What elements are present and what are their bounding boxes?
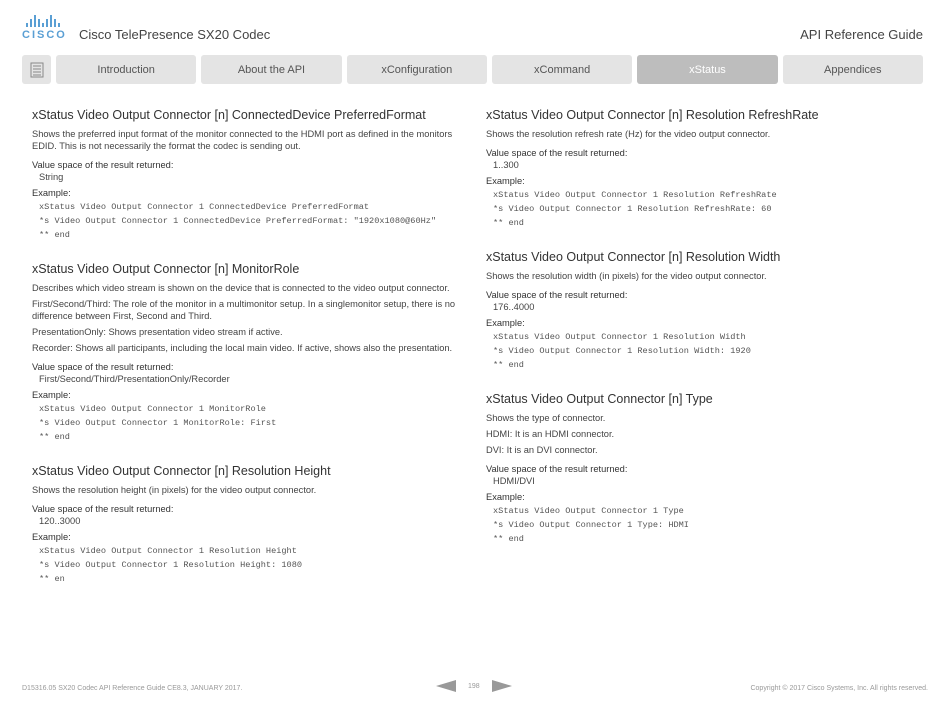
example-label: Example: (32, 188, 71, 198)
section-description: HDMI: It is an HDMI connector. (486, 429, 615, 439)
section-description: Shows the resolution refresh rate (Hz) for the video output connector. (486, 129, 771, 139)
cisco-logo (22, 15, 67, 41)
next-page-icon[interactable] (492, 680, 512, 692)
example-code: xStatus Video Output Connector 1 Resolution Width *s Video Output Connector 1 Resolution Width: 1920 ** end (493, 332, 751, 370)
section-title: xStatus Video Output Connector [n] Resolution RefreshRate (486, 108, 819, 122)
value-space-label: Value space of the result returned: (486, 464, 628, 474)
value-space: 176..4000 (493, 302, 535, 312)
document-list-icon (30, 62, 44, 78)
example-label: Example: (486, 492, 525, 502)
section-monitor-role (32, 262, 457, 444)
section-description: Shows the type of connector. (486, 413, 606, 423)
product-title: Cisco TelePresence SX20 Codec (79, 27, 271, 42)
section-description: Shows the resolution height (in pixels) for the video output connector. (32, 485, 317, 495)
value-space-label: Value space of the result returned: (32, 362, 174, 372)
value-space: String (39, 172, 64, 182)
footer-document-id: D15316.05 SX20 Codec API Reference Guide CE8.3, JANUARY 2017. (22, 685, 243, 692)
tab-about-the-api[interactable]: About the API (201, 55, 341, 84)
example-code: xStatus Video Output Connector 1 ConnectedDevice PreferredFormat *s Video Output Connector 1 ConnectedDevice PreferredFormat: "1920x1080@60Hz" ** end (39, 202, 437, 240)
value-space: 120..3000 (39, 516, 81, 526)
guide-title: API Reference Guide (800, 27, 923, 42)
value-space: First/Second/Third/PresentationOnly/Recorder (39, 374, 230, 384)
example-label: Example: (32, 390, 71, 400)
section-title: xStatus Video Output Connector [n] Resolution Height (32, 464, 331, 478)
example-label: Example: (486, 318, 525, 328)
section-title: xStatus Video Output Connector [n] MonitorRole (32, 262, 300, 276)
section-description: Shows the resolution width (in pixels) for the video output connector. (486, 271, 767, 281)
tab-introduction[interactable]: Introduction (56, 55, 196, 84)
value-space: 1..300 (493, 160, 519, 170)
section-description: Recorder: Shows all participants, including the local main video. If active, shows also the presentation. (32, 343, 453, 353)
value-space-label: Value space of the result returned: (32, 160, 174, 170)
example-label: Example: (32, 532, 71, 542)
section-title: xStatus Video Output Connector [n] ConnectedDevice PreferredFormat (32, 108, 426, 122)
section-preferred-format (32, 108, 457, 242)
section-type (486, 392, 911, 546)
value-space-label: Value space of the result returned: (32, 504, 174, 514)
example-code: xStatus Video Output Connector 1 Resolution RefreshRate *s Video Output Connector 1 Resolution RefreshRate: 60 ** end (493, 190, 777, 228)
example-code: xStatus Video Output Connector 1 Resolution Height *s Video Output Connector 1 Resolution Height: 1080 ** en (39, 546, 303, 584)
tab-xstatus[interactable]: xStatus (637, 55, 777, 84)
section-title: xStatus Video Output Connector [n] Resolution Width (486, 250, 781, 264)
section-resolution-width (486, 250, 911, 372)
pager (436, 680, 512, 692)
example-code: xStatus Video Output Connector 1 MonitorRole *s Video Output Connector 1 MonitorRole: First ** end (39, 404, 277, 442)
value-space-label: Value space of the result returned: (486, 290, 628, 300)
right-column (486, 108, 911, 566)
section-description: PresentationOnly: Shows presentation video stream if active. (32, 327, 283, 337)
value-space: HDMI/DVI (493, 476, 535, 486)
table-of-contents-button[interactable] (22, 55, 51, 84)
section-description: First/Second/Third: The role of the monitor in a multimonitor setup. In a singlemonitor setup, there is no difference between First, Second and Third. (32, 299, 456, 321)
section-description: DVI: It is an DVI connector. (486, 445, 598, 455)
tab-xconfiguration[interactable]: xConfiguration (347, 55, 487, 84)
left-column (32, 108, 457, 606)
section-refresh-rate (486, 108, 911, 230)
previous-page-icon[interactable] (436, 680, 456, 692)
nav-bar (22, 55, 923, 84)
tab-appendices[interactable]: Appendices (783, 55, 923, 84)
page-number: 198 (468, 682, 480, 690)
cisco-logo-text: CISCO (22, 29, 67, 41)
example-code: xStatus Video Output Connector 1 Type *s Video Output Connector 1 Type: HDMI ** end (493, 506, 689, 544)
example-label: Example: (486, 176, 525, 186)
section-title: xStatus Video Output Connector [n] Type (486, 392, 713, 406)
tab-xcommand[interactable]: xCommand (492, 55, 632, 84)
cisco-logo-icon (22, 15, 64, 27)
section-description: Describes which video stream is shown on the device that is connected to the video output connector. (32, 283, 450, 293)
footer-copyright: Copyright © 2017 Cisco Systems, Inc. All rights reserved. (750, 685, 928, 692)
value-space-label: Value space of the result returned: (486, 148, 628, 158)
section-resolution-height (32, 464, 457, 586)
section-description: Shows the preferred input format of the monitor connected to the HDMI port as defined in the monitors EDID. This is not necessarily the format the codec is sending out. (32, 129, 453, 151)
